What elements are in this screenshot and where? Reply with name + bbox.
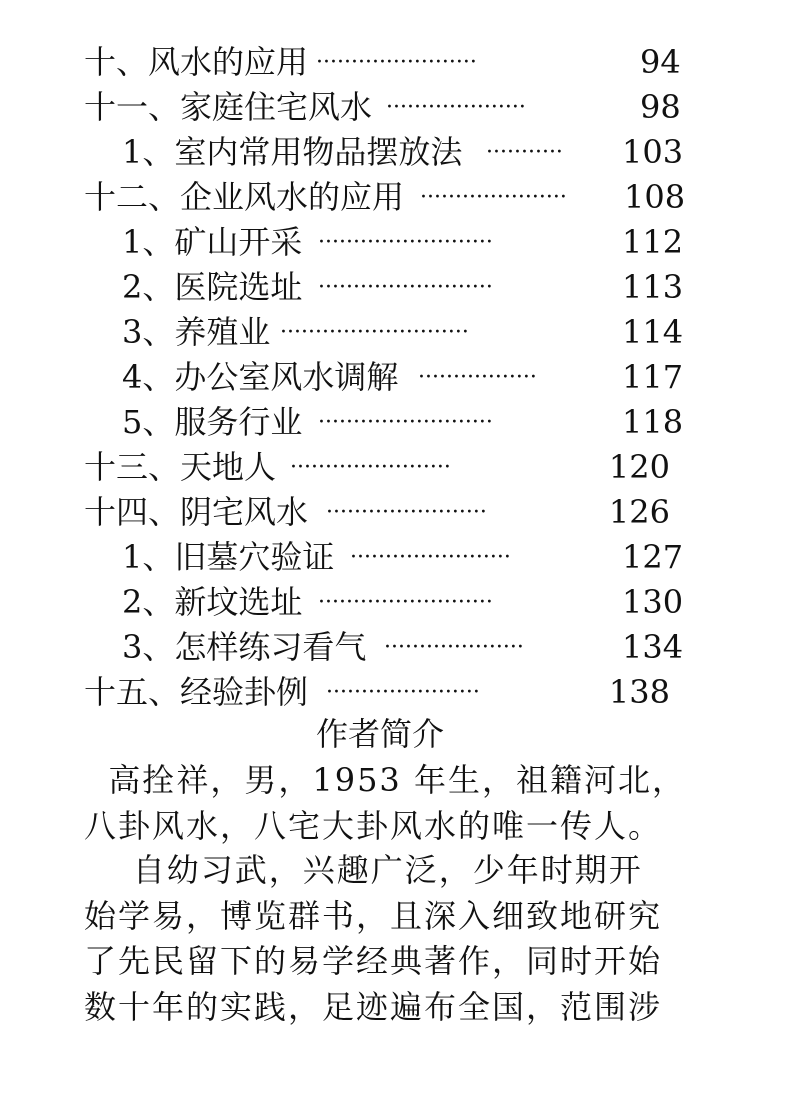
toc-leader-dots: ··························· — [280, 320, 469, 345]
toc-entry-title: 3、怎样练习看气 — [122, 625, 368, 670]
toc-page-number: 98 — [640, 88, 681, 126]
toc-entry-title: 十三、天地人 — [84, 445, 278, 490]
toc-entry-title: 1、旧墓穴验证 — [122, 535, 336, 580]
toc-entry — [84, 625, 684, 670]
section-heading: 作者简介 — [315, 715, 444, 753]
toc-leader-dots: ······················· — [326, 500, 487, 525]
toc-entry — [84, 220, 684, 265]
toc-entry-title: 十一、家庭住宅风水 — [84, 85, 374, 130]
toc-page-number: 126 — [608, 493, 670, 531]
toc-page-number: 113 — [622, 268, 684, 306]
toc-page-number: 112 — [622, 223, 684, 261]
toc-entry — [84, 400, 684, 445]
toc-entry — [84, 445, 684, 490]
toc-entry — [84, 670, 684, 715]
toc-entry — [84, 265, 684, 310]
toc-entry — [84, 580, 684, 625]
toc-leader-dots: ······················· — [350, 545, 511, 570]
toc-entry-title: 十五、经验卦例 — [84, 670, 310, 715]
toc-entry-title: 1、矿山开采 — [122, 220, 304, 265]
text-line: 数十年的实践，足迹遍布全国，范围涉 — [84, 987, 663, 1026]
toc-leader-dots: ························· — [318, 410, 493, 435]
toc-entry-title: 2、新坟选址 — [122, 580, 304, 625]
toc-entry — [84, 40, 684, 85]
toc-page-number: 134 — [622, 628, 684, 666]
toc-entry-title: 1、室内常用物品摆放法 — [122, 130, 464, 175]
toc-leader-dots: ························· — [318, 590, 493, 615]
toc-entry-title: 3、养殖业 — [122, 310, 272, 355]
toc-leader-dots: ···················· — [386, 95, 526, 120]
toc-entry-title: 2、医院选址 — [122, 265, 304, 310]
table-of-contents — [84, 40, 684, 715]
toc-entry — [84, 310, 684, 355]
toc-page-number: 138 — [608, 673, 670, 711]
toc-leader-dots: ···················· — [384, 635, 524, 660]
toc-leader-dots: ······················· — [316, 50, 477, 75]
toc-leader-dots: ························· — [318, 275, 493, 300]
toc-page-number: 127 — [622, 538, 684, 576]
toc-page-number: 103 — [622, 133, 684, 171]
toc-entry-title: 十四、阴宅风水 — [84, 490, 310, 535]
toc-entry — [84, 175, 684, 220]
toc-entry — [84, 355, 684, 400]
toc-leader-dots: ····················· — [420, 185, 567, 210]
author-bio-paragraph — [84, 758, 684, 849]
toc-leader-dots: ······················· — [290, 455, 451, 480]
toc-page-number: 130 — [622, 583, 684, 621]
toc-leader-dots: ······················ — [326, 680, 480, 705]
toc-page-number: 118 — [622, 403, 684, 441]
toc-entry — [84, 535, 684, 580]
toc-leader-dots: ··········· — [486, 140, 563, 165]
text-line: 了先民留下的易学经典著作，同时开始 — [84, 942, 663, 980]
toc-entry — [84, 85, 684, 130]
toc-page-number: 117 — [622, 358, 684, 396]
toc-page-number: 108 — [624, 178, 686, 216]
text-line: 八卦风水，八宅大卦风水的唯一传人。 — [84, 806, 663, 845]
toc-page-number: 114 — [622, 313, 684, 351]
text-line: 高拴祥，男，1953 年生，祖籍河北， — [84, 761, 686, 799]
text-line: 自幼习武，兴趣广泛，少年时期开 — [84, 851, 643, 889]
toc-entry-title: 十、风水的应用 — [84, 40, 310, 85]
toc-page-number: 120 — [608, 448, 670, 486]
toc-entry-title: 4、办公室风水调解 — [122, 355, 400, 400]
author-bio-paragraph — [84, 848, 684, 1030]
toc-entry-title: 5、服务行业 — [122, 400, 304, 445]
toc-leader-dots: ························· — [318, 230, 493, 255]
toc-leader-dots: ················· — [418, 365, 537, 390]
toc-entry — [84, 130, 684, 175]
toc-entry — [84, 490, 684, 535]
text-line: 始学易，博览群书，且深入细致地研究 — [84, 896, 663, 935]
toc-page-number: 94 — [640, 43, 681, 81]
toc-entry-title: 十二、企业风水的应用 — [84, 175, 406, 220]
